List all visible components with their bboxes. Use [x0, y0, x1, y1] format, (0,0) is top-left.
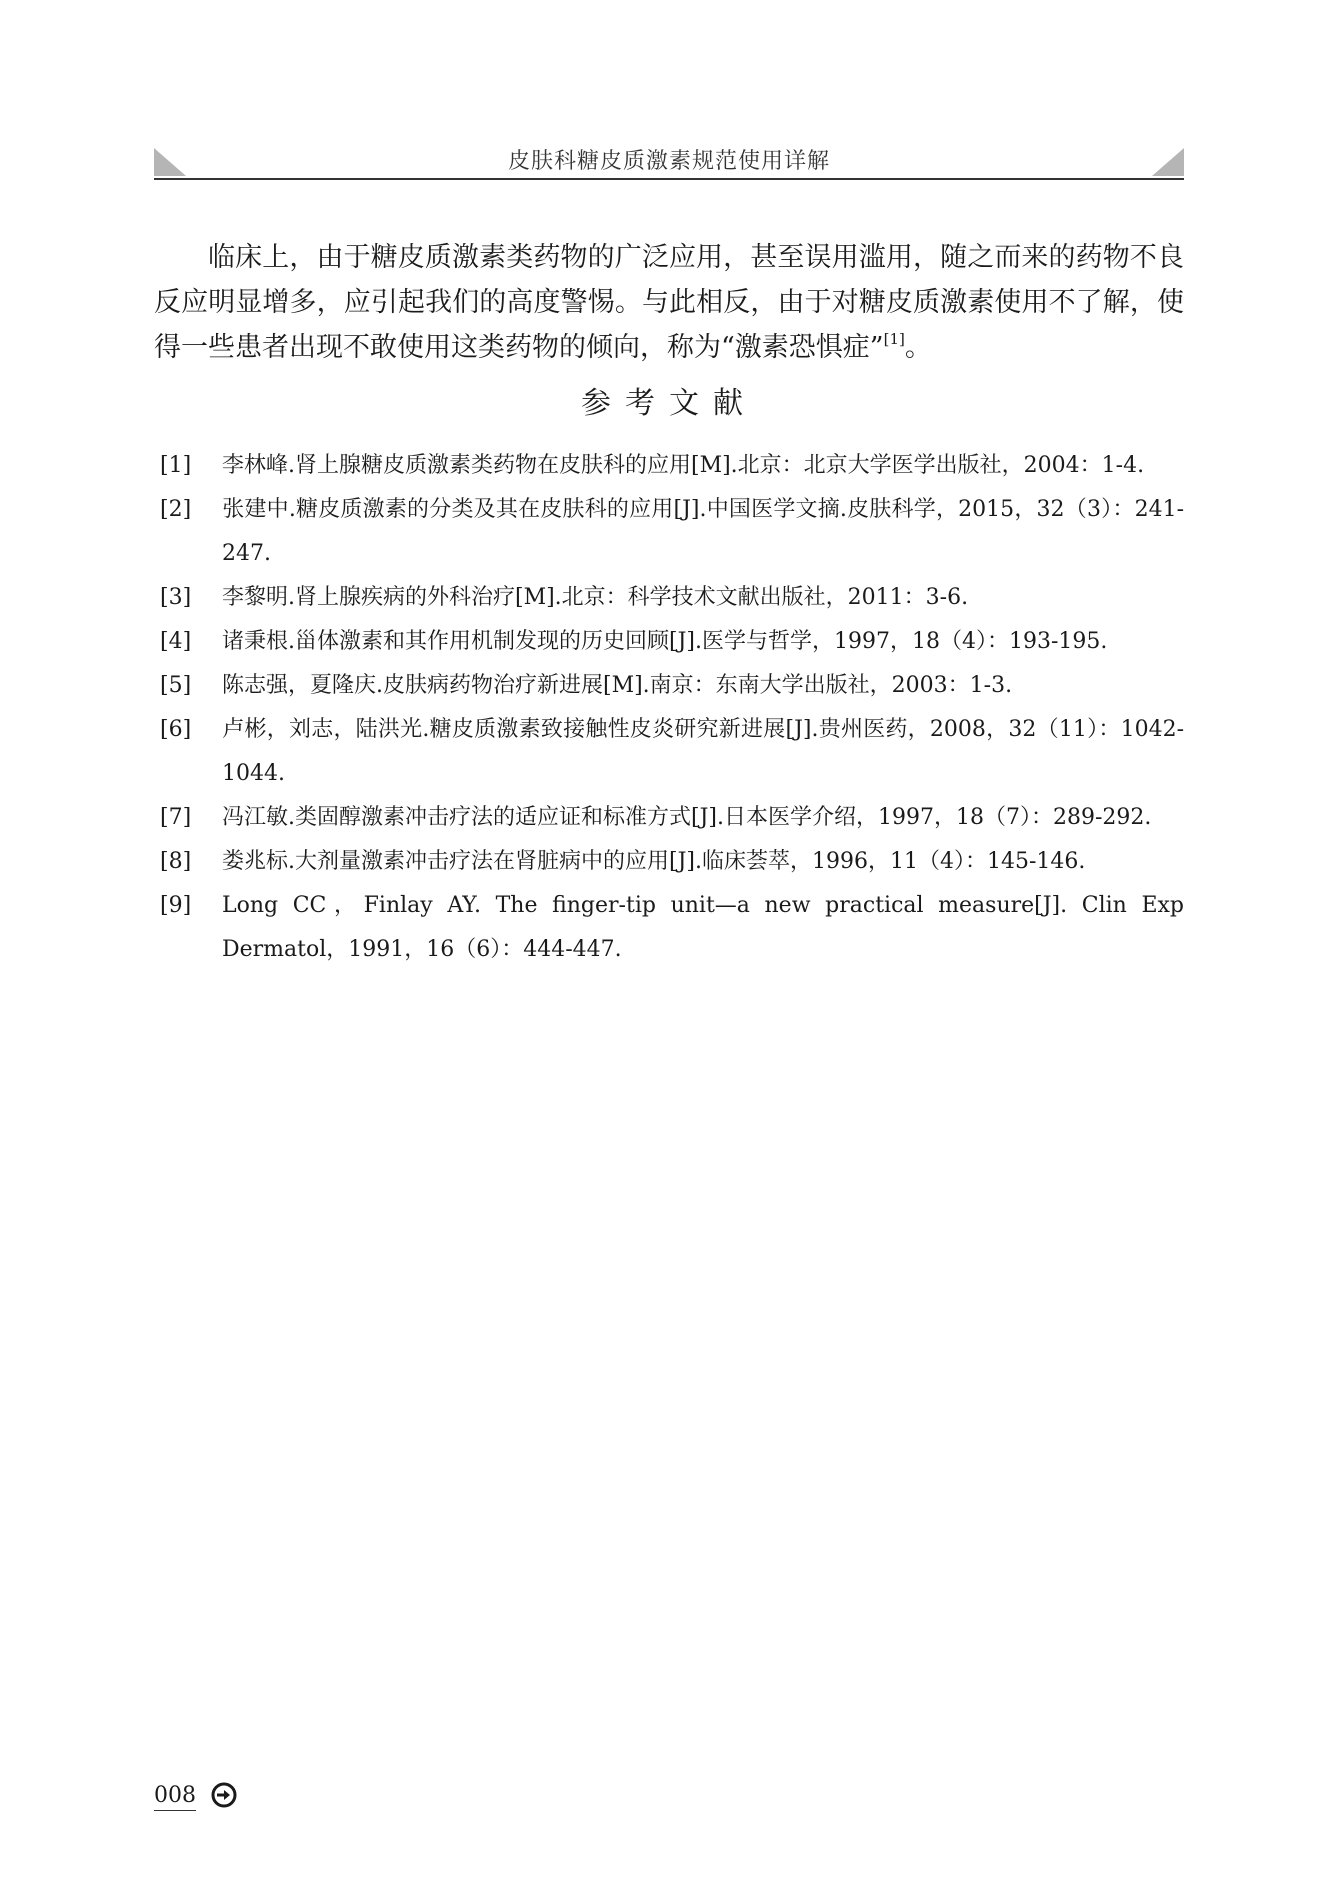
reference-number: [8]: [160, 849, 192, 874]
reference-number: [6]: [160, 717, 192, 742]
header-rule: [154, 178, 1184, 180]
reference-text: Long CC，Finlay AY. The finger-tip unit—a new practical measure[J]. Clin Exp Dermatol，1991，16（6）：444-447.: [222, 893, 1184, 962]
page-number: 008: [154, 1782, 196, 1811]
reference-item: [160, 444, 1184, 488]
reference-number: [2]: [160, 497, 192, 522]
page-footer: [154, 1782, 237, 1822]
reference-text: 冯江敏.类固醇激素冲击疗法的适应证和标准方式[J].日本医学介绍，1997，18（7）：289-292.: [222, 805, 1152, 830]
reference-text: 娄兆标.大剂量激素冲击疗法在肾脏病中的应用[J].临床荟萃，1996，11（4）：145-146.: [222, 849, 1086, 874]
reference-item: [160, 620, 1184, 664]
reference-number: [5]: [160, 673, 192, 698]
reference-item: [160, 488, 1184, 576]
reference-item: [160, 708, 1184, 796]
reference-item: [160, 840, 1184, 884]
reference-item: [160, 576, 1184, 620]
reference-number: [4]: [160, 629, 192, 654]
references-heading: 参考文献: [581, 386, 757, 421]
header-title: 皮肤科糖皮质激素规范使用详解: [507, 149, 830, 174]
reference-item: [160, 664, 1184, 708]
body-paragraph-text: 临床上，由于糖皮质激素类药物的广泛应用，甚至误用滥用，随之而来的药物不良反应明显增多，应引起我们的高度警惕。与此相反，由于对糖皮质激素使用不了解，使得一些患者出现不敢使用这类药物的倾向，称为“激素恐惧症”: [154, 242, 1184, 363]
reference-number: [1]: [160, 453, 192, 478]
header-right-triangle: [1152, 148, 1184, 176]
reference-text: 张建中.糖皮质激素的分类及其在皮肤科的应用[J].中国医学文摘.皮肤科学，2015，32（3）：241-247.: [222, 497, 1184, 566]
paragraph-end: 。: [904, 332, 932, 363]
reference-text: 陈志强，夏隆庆.皮肤病药物治疗新进展[M].南京：东南大学出版社，2003：1-3.: [222, 673, 1013, 698]
arrow-right-icon: [211, 1782, 237, 1808]
reference-list: [160, 444, 1184, 972]
body-paragraph: [154, 235, 1184, 370]
reference-text: 李林峰.肾上腺糖皮质激素类药物在皮肤科的应用[M].北京：北京大学医学出版社，2004：1-4.: [222, 453, 1145, 478]
citation-link[interactable]: [1]: [883, 330, 905, 348]
reference-number: [7]: [160, 805, 192, 830]
reference-number: [9]: [160, 893, 192, 918]
reference-text: 卢彬，刘志，陆洪光.糖皮质激素致接触性皮炎研究新进展[J].贵州医药，2008，32（11）：1042-1044.: [222, 717, 1184, 786]
reference-item: [160, 796, 1184, 840]
reference-text: 李黎明.肾上腺疾病的外科治疗[M].北京：科学技术文献出版社，2011：3-6.: [222, 585, 969, 610]
reference-number: [3]: [160, 585, 192, 610]
reference-item: [160, 884, 1184, 972]
running-header: [154, 140, 1184, 180]
reference-text: 诸秉根.甾体激素和其作用机制发现的历史回顾[J].医学与哲学，1997，18（4）：193-195.: [222, 629, 1108, 654]
